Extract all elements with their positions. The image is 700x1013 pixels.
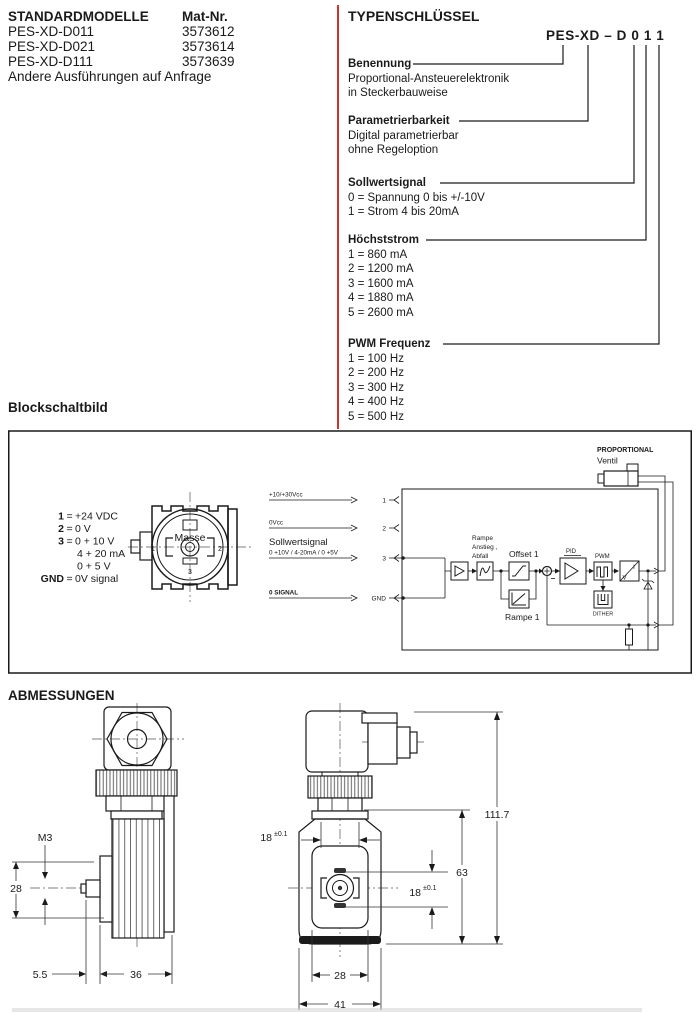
- svg-text:3: 3: [58, 535, 64, 548]
- key-line-parametrierbarkeit: [459, 45, 588, 121]
- vi-voltage-label: V: [622, 575, 627, 582]
- dim-41: 41: [334, 999, 346, 1011]
- group-line: Proportional-Ansteuerelektronik: [348, 72, 510, 85]
- valve-body-icon: [604, 471, 638, 486]
- dim-arrow: [13, 911, 19, 918]
- valve-title: PROPORTIONAL: [597, 447, 654, 454]
- model-name: PES-XD-D111: [8, 54, 94, 69]
- group-line: 1 = 860 mA: [348, 248, 408, 261]
- valve-subtitle: Ventil: [597, 455, 618, 466]
- dither-icon: [598, 594, 608, 605]
- dim-18-right: 18: [409, 887, 421, 899]
- pwm-block: [594, 562, 612, 580]
- group-label: Benennung: [348, 58, 412, 70]
- svg-text:2: 2: [58, 523, 64, 535]
- mat-nr-value: 3573639: [182, 54, 235, 69]
- group-line: 4 = 1880 mA: [348, 292, 414, 304]
- arrow-head: [555, 569, 560, 574]
- amplifier-block: [451, 562, 468, 580]
- svg-text:=: =: [66, 535, 73, 548]
- model-name: PES-XD-D021: [8, 39, 96, 54]
- svg-text:=: =: [66, 573, 73, 585]
- svg-text:3: 3: [382, 555, 386, 563]
- ramp-label-1: Rampe: [472, 535, 493, 542]
- signal-row-supply: [269, 492, 399, 505]
- pin-legend: [41, 511, 126, 586]
- dimension-drawings: [0, 698, 700, 1013]
- mounting-plate-left: [100, 856, 112, 922]
- dim-18-top: 18: [260, 832, 272, 844]
- resistor-icon: [626, 629, 633, 645]
- model-name: PES-XD-D011: [8, 24, 95, 39]
- body-bottom-band: [299, 936, 381, 944]
- dim-63: 63: [456, 867, 468, 879]
- sollwertsignal-label: Sollwertsignal: [269, 537, 328, 548]
- junction-dot: [534, 569, 537, 572]
- group-line: 5 = 500 Hz: [348, 410, 404, 423]
- center-dot: [338, 886, 342, 890]
- svg-text:=: =: [66, 510, 73, 523]
- cable-gland-cap: [410, 732, 417, 753]
- signal-row-gnd: [269, 590, 405, 603]
- other-versions-note: Andere Ausführungen auf Anfrage: [8, 69, 212, 84]
- svg-text:0 + 5 V: 0 + 5 V: [77, 560, 111, 573]
- arrow-head: [589, 569, 594, 574]
- svg-text:GND: GND: [371, 595, 386, 603]
- offset-ramp-routing: [493, 571, 509, 599]
- coil-body-ribbed: [112, 819, 164, 938]
- group-line: 2 = 200 Hz: [348, 367, 404, 379]
- dim-28-right: 28: [334, 970, 346, 982]
- svg-text:1: 1: [382, 497, 386, 505]
- dim-arrow: [459, 936, 465, 944]
- pwm-label: PWM: [595, 554, 610, 560]
- rampe1-block: [509, 590, 529, 608]
- mat-nr-value: 3573612: [182, 24, 235, 39]
- input-routing: [404, 558, 451, 598]
- group-label: Sollwertsignal: [348, 177, 426, 189]
- dim-arrow: [459, 810, 465, 818]
- pid-block: [560, 558, 586, 584]
- resistor: [626, 623, 633, 650]
- group-line: 4 = 400 Hz: [348, 396, 404, 408]
- pin-2-label: 2: [218, 546, 222, 553]
- svg-text:GND: GND: [40, 573, 64, 585]
- key-line-pwm: [443, 45, 659, 344]
- ramp-block: [477, 562, 493, 580]
- dim-36: 36: [130, 969, 142, 981]
- dim-arrow: [42, 898, 48, 905]
- group-line: 0 = Spannung 0 bis +/-10V: [348, 191, 485, 204]
- group-line: 3 = 300 Hz: [348, 381, 404, 394]
- m3-screw-boss: [86, 880, 100, 897]
- proportional-valve: [597, 447, 654, 486]
- signal-row-setpoint: [269, 550, 405, 563]
- dim-arrow: [312, 972, 320, 978]
- junction-dot: [646, 569, 649, 572]
- junction-dot: [646, 623, 649, 626]
- svg-text:+24 VDC: +24 VDC: [75, 510, 118, 523]
- svg-text:2: 2: [382, 525, 386, 533]
- valve-cap-icon: [598, 474, 604, 483]
- svg-text:0V signal: 0V signal: [75, 573, 119, 585]
- svg-text:0 + 10 V: 0 + 10 V: [75, 535, 115, 548]
- vi-converter-block: [620, 561, 639, 582]
- collar-step: [312, 811, 368, 819]
- mounting-plate-right: [164, 796, 174, 932]
- group-line: 3 = 1600 mA: [348, 277, 414, 290]
- dither-label: DITHER: [592, 611, 614, 618]
- dim-111-7: 111.7: [484, 809, 510, 821]
- dim-arrow: [429, 907, 435, 915]
- svg-text:+10/+30Vcc: +10/+30Vcc: [269, 491, 303, 499]
- signal-row-0v: [269, 520, 399, 533]
- dim-arrow: [494, 936, 500, 944]
- dim-arrow: [13, 862, 19, 869]
- pin-connector-icon: [389, 497, 399, 504]
- merge-routing: [529, 571, 541, 599]
- pulse-train-icon: [597, 567, 608, 577]
- hex-collar: [318, 798, 362, 811]
- arrow-head: [614, 569, 619, 574]
- rampe1-label: Rampe 1: [505, 612, 540, 622]
- plug-top-tab: [362, 713, 397, 723]
- dim-arrow: [373, 1001, 381, 1007]
- arrow-head: [472, 569, 477, 574]
- valve-feed-lines: [638, 476, 673, 625]
- offset1-block: [509, 562, 529, 580]
- angle-plug-body: [306, 711, 368, 772]
- standard-models-title: STANDARDMODELLE: [8, 9, 149, 24]
- plug-arm: [368, 722, 397, 764]
- pid-label: PID: [566, 549, 577, 555]
- dim-18-tolerance: ±0.1: [274, 831, 288, 838]
- arrow-head-down: [601, 586, 606, 591]
- group-label: Parametrierbarkeit: [348, 115, 450, 127]
- ramp-label-3: Abfall: [472, 553, 489, 560]
- side-view-drawing: [5, 703, 184, 984]
- key-line-benennung: [413, 45, 563, 64]
- pin-3-label: 3: [188, 569, 192, 576]
- offset-curve-icon: [512, 566, 526, 576]
- dim-arrow: [165, 971, 172, 977]
- group-line: 2 = 1200 mA: [348, 263, 414, 275]
- type-key-connector-lines: [0, 0, 700, 430]
- dim-m3: M3: [37, 832, 53, 844]
- vi-current-label: I: [633, 565, 635, 571]
- knurled-ring: [96, 770, 177, 796]
- dim-arrow: [79, 971, 86, 977]
- key-line-hoechststrom: [426, 45, 646, 240]
- dim-arrow: [494, 712, 500, 720]
- plug-housing: [104, 707, 171, 770]
- dim-arrow: [359, 837, 367, 843]
- din-connector-drawing: [128, 492, 254, 602]
- cutoff-text-ghost: [12, 1008, 642, 1012]
- group-line: 1 = 100 Hz: [348, 352, 404, 365]
- ramp-label-2: Anstieg ,: [472, 544, 498, 551]
- front-view-drawing: [260, 703, 517, 1011]
- hex-collar: [106, 796, 167, 811]
- knurled-ring: [308, 776, 372, 798]
- group-label: PWM Frequenz: [348, 338, 431, 350]
- dimensions-title: ABMESSUNGEN: [8, 688, 115, 703]
- plus-icon: [544, 568, 549, 573]
- type-key-title: TYPENSCHLÜSSEL: [348, 8, 480, 24]
- svg-text:4 + 20 mA: 4 + 20 mA: [77, 548, 126, 560]
- mat-nr-header: Mat-Nr.: [182, 9, 228, 24]
- dim-28-left: 28: [10, 883, 22, 895]
- junction-dot: [499, 569, 502, 572]
- valve-tab-icon: [627, 464, 638, 471]
- dither-block: [594, 591, 612, 608]
- amplifier-triangle-icon: [455, 566, 464, 576]
- pin-1-label: 1: [151, 546, 155, 553]
- group-line: 5 = 2600 mA: [348, 306, 414, 319]
- mat-nr-value: 3573614: [182, 39, 235, 54]
- neck: [111, 811, 162, 819]
- connector-masse-label: Masse: [174, 532, 206, 544]
- suppressor-diode: [642, 573, 654, 650]
- block-diagram: [0, 430, 700, 676]
- dim-arrow: [429, 864, 435, 872]
- block-diagram-title: Blockschaltbild: [8, 400, 108, 415]
- svg-text:1: 1: [58, 510, 64, 523]
- m3-screw-tip: [81, 884, 86, 893]
- pin-connector-icon: [389, 525, 399, 532]
- svg-text:0Vcc: 0Vcc: [269, 519, 283, 527]
- offset1-label: Offset 1: [509, 549, 539, 559]
- dim-arrow: [360, 972, 368, 978]
- group-label: Höchststrom: [348, 234, 419, 246]
- cable-gland: [397, 727, 410, 758]
- dim-18-tolerance: ±0.1: [423, 885, 437, 892]
- svg-text:=: =: [66, 523, 73, 535]
- type-key-code: PES-XD – D 0 1 1: [546, 28, 665, 43]
- ramp1-curve-icon: [512, 593, 526, 606]
- ramp-curve-icon: [480, 566, 490, 576]
- group-line: 1 = Strom 4 bis 20mA: [348, 206, 459, 218]
- dim-5-5: 5.5: [32, 969, 48, 981]
- connector-left-tab-small: [131, 540, 140, 553]
- group-line: Digital parametrierbar: [348, 129, 459, 142]
- dim-arrow: [313, 837, 321, 843]
- dim-arrow: [42, 872, 48, 879]
- dim-arrow: [299, 1001, 307, 1007]
- group-line: in Steckerbauweise: [348, 87, 448, 99]
- key-line-sollwertsignal: [440, 45, 634, 183]
- summing-junction: [543, 567, 556, 626]
- pid-triangle-icon: [565, 563, 578, 579]
- svg-text:0 SIGNAL: 0 SIGNAL: [269, 589, 299, 597]
- svg-text:0 V: 0 V: [75, 523, 91, 535]
- group-line: ohne Regeloption: [348, 144, 439, 156]
- svg-text:0 +10V / 4-20mA / 0 +5V: 0 +10V / 4-20mA / 0 +5V: [269, 549, 338, 557]
